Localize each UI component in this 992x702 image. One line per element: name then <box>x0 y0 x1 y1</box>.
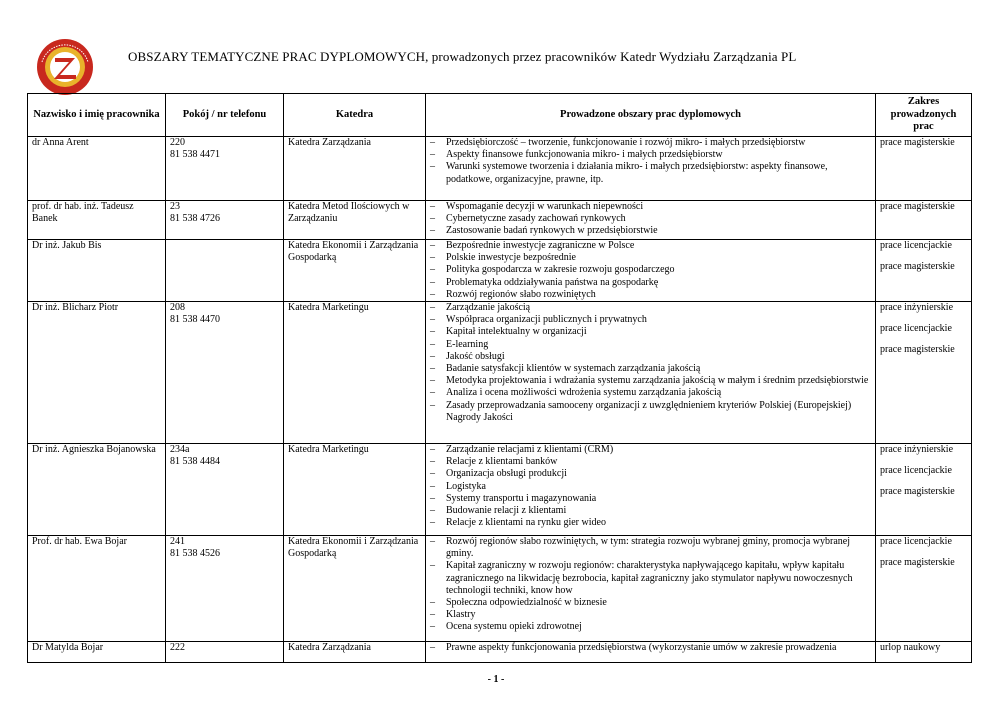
room-number: 208 <box>170 302 185 313</box>
topic-item: – Klastry <box>430 609 871 621</box>
table-row <box>28 642 972 663</box>
topic-item: – E-learning <box>430 339 871 351</box>
scope-cell <box>876 240 972 302</box>
room-number: 23 <box>170 201 180 212</box>
topic-item: – Relacje z klientami banków <box>430 456 871 468</box>
theses-table <box>27 93 972 663</box>
phone-number: 81 538 4470 <box>170 314 220 326</box>
table-row <box>28 240 972 302</box>
topic-item: – Ocena systemu opieki zdrowotnej <box>430 621 871 633</box>
topics-list <box>430 201 871 238</box>
scope-item: prace magisterskie <box>880 344 955 356</box>
department: Katedra Zarządzania <box>284 137 426 201</box>
employee-name: dr Anna Arent <box>28 137 166 201</box>
scope-item: prace licencjackie <box>880 465 952 477</box>
scope-item: prace magisterskie <box>880 261 955 273</box>
topic-item: – Zastosowanie badań rynkowych w przedsiębiorstwie <box>430 225 871 237</box>
topics-cell <box>426 201 876 240</box>
scope-item: prace inżynierskie <box>880 302 954 313</box>
topic-item: – Bezpośrednie inwestycje zagraniczne w Polsce <box>430 240 871 252</box>
topic-item: – Metodyka projektowania i wdrażania systemu zarządzania jakością w małym i średnim przedsiębiorstwie <box>430 375 871 387</box>
topic-item: – Aspekty finansowe funkcjonowania mikro- i małych przedsiębiorstw <box>430 149 871 161</box>
scope-cell <box>876 302 972 444</box>
room-number: 241 <box>170 536 185 547</box>
employee-name: Dr Matylda Bojar <box>28 642 166 663</box>
topics-cell <box>426 137 876 201</box>
topic-item: – Budowanie relacji z klientami <box>430 505 871 517</box>
topic-item: – Społeczna odpowiedzialność w biznesie <box>430 597 871 609</box>
topic-item: – Zarządzanie relacjami z klientami (CRM) <box>430 444 871 456</box>
scope-cell <box>876 137 972 201</box>
header-topics: Prowadzone obszary prac dyplomowych <box>426 94 876 137</box>
topic-item: – Zarządzanie jakością <box>430 302 871 314</box>
topics-list <box>430 444 871 529</box>
topics-list <box>430 536 871 634</box>
room-phone-cell <box>166 137 284 201</box>
phone-number: 81 538 4726 <box>170 213 220 225</box>
phone-number: 81 538 4471 <box>170 149 220 161</box>
scope-item: prace magisterskie <box>880 137 955 148</box>
table-row <box>28 201 972 240</box>
department: Katedra Marketingu <box>284 302 426 444</box>
employee-name: prof. dr hab. inż. Tadeusz Banek <box>28 201 166 240</box>
scope-cell <box>876 642 972 663</box>
room-number: 222 <box>170 642 185 653</box>
topic-item: – Badanie satysfakcji klientów w systemach zarządzania jakością <box>430 363 871 375</box>
room-phone-cell <box>166 536 284 642</box>
employee-name: Dr inż. Jakub Bis <box>28 240 166 302</box>
department: Katedra Metod Ilościowych w Zarządzaniu <box>284 201 426 240</box>
table-row <box>28 444 972 536</box>
document-title: OBSZARY TEMATYCZNE PRAC DYPLOMOWYCH, prowadzonych przez pracowników Katedr Wydziału Zarządzania PL <box>128 49 797 64</box>
topic-item: – Kapitał intelektualny w organizacji <box>430 326 871 338</box>
topics-cell <box>426 302 876 444</box>
scope-item: prace licencjackie <box>880 536 952 547</box>
room-phone-cell <box>166 240 284 302</box>
room-phone-cell <box>166 444 284 536</box>
table-row <box>28 302 972 444</box>
employee-name: Dr inż. Blicharz Piotr <box>28 302 166 444</box>
header-room-phone: Pokój / nr telefonu <box>166 94 284 137</box>
scope-cell <box>876 536 972 642</box>
topics-list <box>430 240 871 301</box>
header-scope: Zakres prowadzonych prac <box>876 94 972 137</box>
scope-item: prace magisterskie <box>880 486 955 498</box>
room-phone-cell <box>166 201 284 240</box>
topic-item: – Rozwój regionów słabo rozwiniętych, w tym: strategia rozwoju wybranej gminy, promocja wybranej gminy. <box>430 536 871 560</box>
topic-item: – Zasady przeprowadzania samooceny organizacji z uwzględnieniem kryteriów Polskiej (Europejskiej) Nagrody Jakości <box>430 400 871 424</box>
topic-item: – Przedsiębiorczość – tworzenie, funkcjonowanie i rozwój mikro- i małych przedsiębiorstw <box>430 137 871 149</box>
department: Katedra Ekonomii i Zarządzania Gospodarką <box>284 536 426 642</box>
scope-item: prace magisterskie <box>880 201 955 212</box>
phone-number: 81 538 4484 <box>170 456 220 468</box>
topics-cell <box>426 444 876 536</box>
scope-item: prace magisterskie <box>880 557 955 569</box>
room-phone-cell <box>166 302 284 444</box>
topics-cell <box>426 642 876 663</box>
topic-item: – Polityka gospodarcza w zakresie rozwoju gospodarczego <box>430 264 871 276</box>
topic-item: – Cybernetyczne zasady zachowań rynkowych <box>430 213 871 225</box>
room-phone-cell <box>166 642 284 663</box>
topic-item: – Polskie inwestycje bezpośrednie <box>430 252 871 264</box>
room-number: 234a <box>170 444 190 455</box>
department: Katedra Zarządzania <box>284 642 426 663</box>
header-name: Nazwisko i imię pracownika <box>28 94 166 137</box>
department: Katedra Ekonomii i Zarządzania Gospodarką <box>284 240 426 302</box>
employee-name: Prof. dr hab. Ewa Bojar <box>28 536 166 642</box>
topics-list <box>430 642 871 654</box>
employee-name: Dr inż. Agnieszka Bojanowska <box>28 444 166 536</box>
page-number: - 1 - <box>487 674 505 685</box>
topic-item: – Wspomaganie decyzji w warunkach niepewności <box>430 201 871 213</box>
topic-item: – Problematyka oddziaływania państwa na gospodarkę <box>430 277 871 289</box>
scope-item: prace licencjackie <box>880 323 952 335</box>
scope-item: prace inżynierskie <box>880 444 954 455</box>
department: Katedra Marketingu <box>284 444 426 536</box>
topic-item: – Prawne aspekty funkcjonowania przedsiębiorstwa (wykorzystanie umów w zakresie prowadzenia <box>430 642 871 654</box>
scope-cell <box>876 201 972 240</box>
topics-cell <box>426 240 876 302</box>
topic-item: – Analiza i ocena możliwości wdrożenia systemu zarządzania jakością <box>430 387 871 399</box>
topic-item: – Logistyka <box>430 481 871 493</box>
scope-cell <box>876 444 972 536</box>
scope-item: prace licencjackie <box>880 240 952 251</box>
topic-item: – Relacje z klientami na rynku gier wideo <box>430 517 871 529</box>
topic-item: – Kapitał zagraniczny w rozwoju regionów: charakterystyka napływającego kapitału, wpływ kapitału zagranicznego na likwidację bezrobocia, kapitał zagraniczny jako stymulator napływu nowoczesnych technologii techniki, know how <box>430 560 871 597</box>
room-number: 220 <box>170 137 185 148</box>
topic-item: – Systemy transportu i magazynowania <box>430 493 871 505</box>
scope-item: urlop naukowy <box>880 642 941 653</box>
table-row <box>28 536 972 642</box>
topic-item: – Organizacja obsługi produkcji <box>430 468 871 480</box>
topics-list <box>430 302 871 424</box>
topic-item: – Współpraca organizacji publicznych i prywatnych <box>430 314 871 326</box>
topics-cell <box>426 536 876 642</box>
table-row <box>28 137 972 201</box>
phone-number: 81 538 4526 <box>170 548 220 560</box>
topic-item: – Rozwój regionów słabo rozwiniętych <box>430 289 871 301</box>
topics-list <box>430 137 871 186</box>
topic-item: – Jakość obsługi <box>430 351 871 363</box>
university-logo <box>36 38 94 96</box>
header-department: Katedra <box>284 94 426 137</box>
topic-item: – Warunki systemowe tworzenia i działania mikro- i małych przedsiębiorstw: aspekty finansowe, podatkowe, organizacyjne, prawne, itp. <box>430 161 871 185</box>
